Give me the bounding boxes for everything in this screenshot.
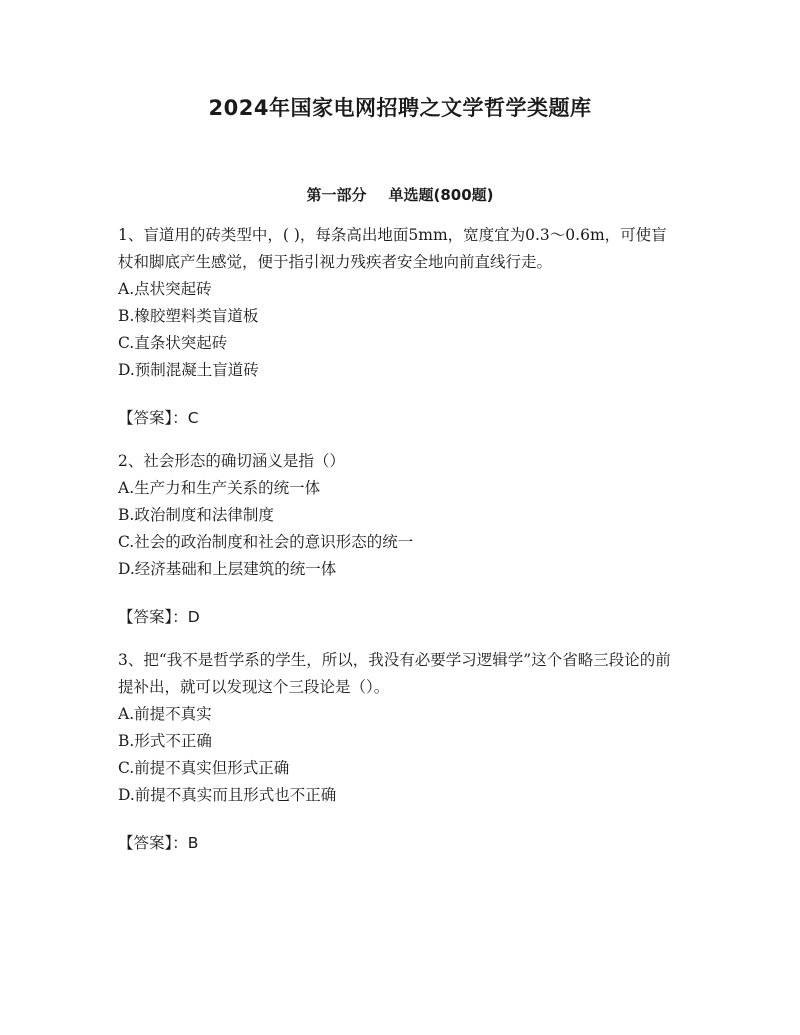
question-item — [118, 448, 682, 631]
answer-line — [118, 830, 682, 857]
answer-value: C — [187, 409, 199, 427]
question-stem: 1、盲道用的砖类型中，( )，每条高出地面5mm，宽度宜为0.3～0.6m，可使盲杖和脚底产生感觉，便于指引视力残疾者安全地向前直线行走。 — [118, 226, 667, 271]
option-b: B.橡胶塑料类盲道板 — [118, 307, 259, 325]
option-a: A.前提不真实 — [118, 705, 212, 723]
section-name: 单选题(800题) — [388, 186, 494, 204]
section-heading — [0, 184, 800, 206]
question-stem: 2、社会形态的确切涵义是指（） — [118, 452, 345, 470]
option-c: C.社会的政治制度和社会的意识形态的统一 — [118, 533, 414, 551]
option-a: A.生产力和生产关系的统一体 — [118, 479, 321, 497]
answer-line — [118, 405, 682, 432]
document-title: 2024年国家电网招聘之文学哲学类题库 — [208, 96, 592, 120]
question-stem: 3、把“我不是哲学系的学生，所以，我没有必要学习逻辑学”这个省略三段论的前提补出，就可以发现这个三段论是（）。 — [118, 651, 671, 696]
option-d: D.经济基础和上层建筑的统一体 — [118, 560, 337, 578]
answer-value: D — [187, 608, 200, 626]
answer-label: 【答案】： — [118, 409, 188, 427]
option-d: D.预制混凝土盲道砖 — [118, 361, 259, 379]
section-part: 第一部分 — [306, 186, 367, 204]
option-c: C.前提不真实但形式正确 — [118, 759, 290, 777]
answer-line — [118, 604, 682, 631]
answer-value: B — [187, 834, 199, 852]
option-b: B.形式不正确 — [118, 732, 212, 750]
option-c: C.直条状突起砖 — [118, 334, 228, 352]
option-d: D.前提不真实而且形式也不正确 — [118, 786, 337, 804]
answer-label: 【答案】： — [118, 834, 188, 852]
answer-label: 【答案】： — [118, 608, 188, 626]
question-item — [118, 222, 682, 432]
question-list — [118, 222, 682, 873]
question-item — [118, 647, 682, 857]
option-a: A.点状突起砖 — [118, 280, 212, 298]
option-b: B.政治制度和法律制度 — [118, 506, 274, 524]
